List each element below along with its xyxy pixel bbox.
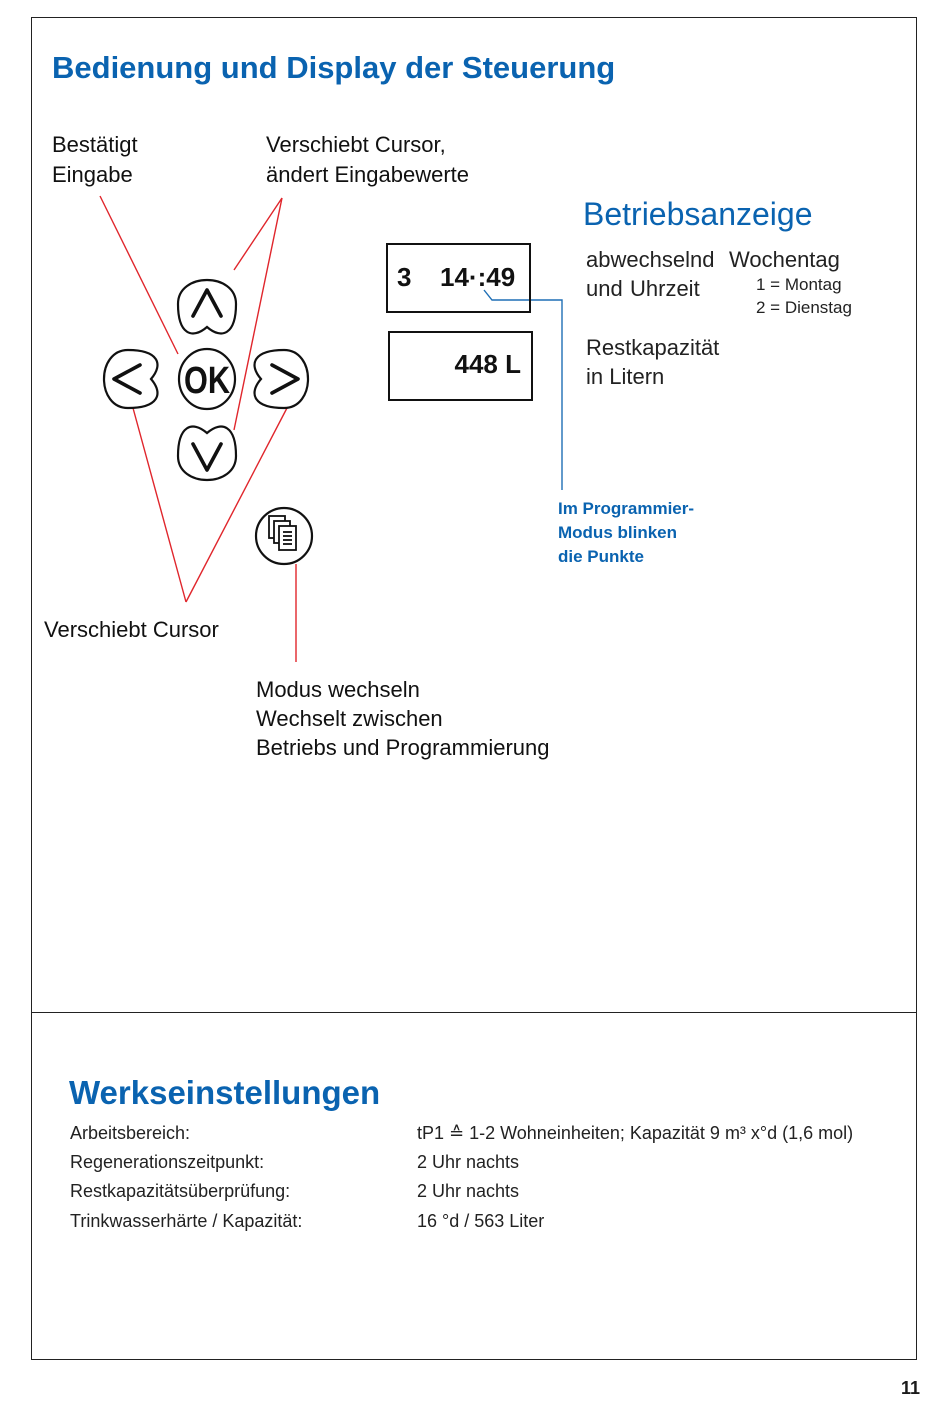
alternating-text-4: Uhrzeit	[630, 276, 700, 301]
left-button[interactable]	[104, 350, 157, 408]
mode-button[interactable]	[256, 508, 312, 564]
alternating-text-1: abwechselnd	[586, 247, 715, 272]
setting-label: Regenerationszeitpunkt:	[70, 1152, 265, 1172]
right-button[interactable]	[255, 350, 308, 408]
display-capacity	[388, 331, 533, 401]
move-cursor-label-line2: ändert Eingabewerte	[266, 162, 470, 187]
ok-button[interactable]	[179, 349, 235, 409]
page-title: Bedienung und Display der Steuerung	[52, 50, 616, 85]
cursor-label: Verschiebt Cursor	[44, 617, 219, 642]
mode-label-line3: Betriebs und Programmierung	[256, 735, 550, 760]
confirm-label-line2: Eingabe	[52, 162, 133, 187]
down-button[interactable]	[178, 427, 236, 480]
setting-label: Restkapazitätsüberprüfung:	[70, 1181, 291, 1201]
alternating-text-3: und	[586, 276, 623, 301]
mode-label-line1: Modus wechseln	[256, 677, 420, 702]
setting-value: tP1 ≙ 1-2 Wohneinheiten; Kapazität 9 m³ x°d (1,6 mol)	[417, 1123, 854, 1143]
factory-settings-title: Werkseinstellungen	[69, 1074, 381, 1111]
setting-value: 2 Uhr nachts	[417, 1181, 520, 1201]
display-weekday: 3	[397, 262, 412, 292]
weekday-legend-1: 1 = Montag	[756, 275, 842, 294]
setting-value: 2 Uhr nachts	[417, 1152, 520, 1172]
alternating-text-2: Wochentag	[729, 247, 840, 272]
move-cursor-label-line1: Verschiebt Cursor,	[266, 132, 446, 157]
capacity-text-2: in Litern	[586, 364, 665, 389]
betriebsanzeige-title: Betriebsanzeige	[583, 196, 813, 232]
setting-label: Arbeitsbereich:	[70, 1123, 191, 1143]
display-time: 14·:49	[440, 262, 516, 292]
capacity-text-1: Restkapazität	[586, 335, 720, 360]
mode-label-line2: Wechselt zwischen	[256, 706, 443, 731]
blink-note-line2: Modus blinken	[558, 523, 677, 542]
blink-note-line3: die Punkte	[558, 547, 644, 566]
section-divider	[31, 1012, 917, 1013]
setting-label: Trinkwasserhärte / Kapazität:	[70, 1211, 303, 1231]
blink-note-line1: Im Programmier-	[558, 499, 695, 518]
confirm-label-line1: Bestätigt	[52, 132, 138, 157]
weekday-legend-2: 2 = Dienstag	[756, 298, 852, 317]
display-day-time	[386, 243, 531, 313]
display-capacity-value: 448 L	[454, 349, 521, 379]
ok-button-label: OK	[184, 360, 231, 402]
up-button[interactable]	[178, 280, 236, 333]
page-number: 11	[900, 1378, 920, 1398]
setting-value: 16 °d / 563 Liter	[417, 1211, 545, 1231]
